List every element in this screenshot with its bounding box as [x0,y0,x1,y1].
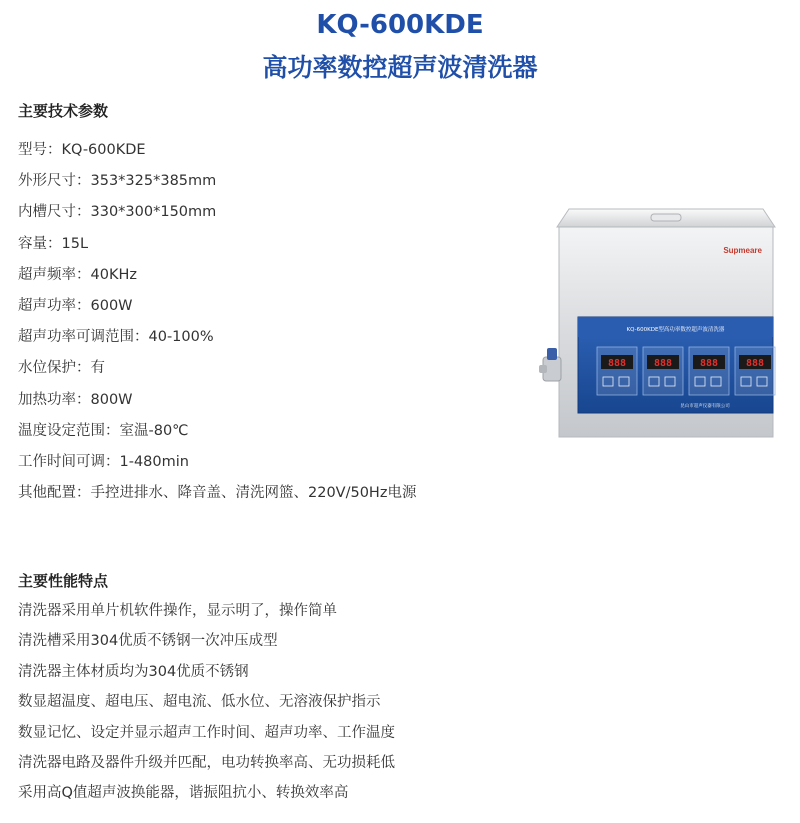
spec-item: 加热功率：800W [18,391,133,408]
specs-list [18,135,416,509]
spec-item: 温度设定范围：室温-80℃ [18,422,189,439]
led-digits: 888 [653,358,673,369]
feature-item: 清洗器主体材质均为304优质不锈钢 [18,663,249,680]
spec-item: 外形尺寸：353*325*385mm [18,173,217,190]
maker-name: 昆山市超声仪器有限公司 [680,404,730,409]
specs-heading: 主要技术参数 [18,102,109,120]
valve-outlet [539,365,547,373]
lid-handle [651,214,681,221]
spec-item: 型号：KQ-600KDE [18,142,146,158]
ultrasonic-cleaner-illustration [537,205,795,445]
spec-item: 工作时间可调：1-480min [18,453,189,470]
led-digits: 888 [607,358,627,369]
feature-item: 数显记忆、设定并显示超声工作时间、超声功率、工作温度 [18,724,395,741]
brand-logo: Supmeare [723,246,762,255]
spec-item: 其他配置：手控进排水、降音盖、清洗网篮、220V/50Hz电源 [18,485,417,502]
panel-title: KQ-600KDE型高功率数控超声波清洗器 [626,327,725,333]
product-name-title: 高功率数控超声波清洗器 [262,53,538,82]
feature-item: 清洗器采用单片机软件操作，显示明了，操作简单 [18,603,337,619]
spec-item: 水位保护：有 [18,360,105,377]
led-digits: 888 [699,358,719,369]
feature-item: 清洗槽采用304优质不锈钢一次冲压成型 [18,633,278,650]
spec-item: 内槽尺寸：330*300*150mm [18,204,217,221]
display-module [597,347,637,395]
spec-item: 超声功率可调范围：40-100% [18,329,214,346]
led-digits: 888 [745,358,765,369]
display-module [643,347,683,395]
feature-item: 清洗器电路及器件升级并匹配，电功转换率高、无功损耗低 [18,754,395,771]
product-image [537,205,795,445]
spec-item: 容量：15L [18,235,89,252]
product-model-title: KQ-600KDE [316,10,484,40]
spec-item: 超声功率：600W [18,297,133,314]
feature-item: 采用高Q值超声波换能器，谐振阻抗小、转换效率高 [18,785,349,802]
valve-knob [547,348,557,360]
display-module [689,347,729,395]
feature-item: 数显超温度、超电压、超电流、低水位、无溶液保护指示 [18,694,381,711]
display-module [735,347,775,395]
features-list [18,596,395,809]
features-heading: 主要性能特点 [18,572,109,590]
spec-item: 超声频率：40KHz [18,266,137,283]
